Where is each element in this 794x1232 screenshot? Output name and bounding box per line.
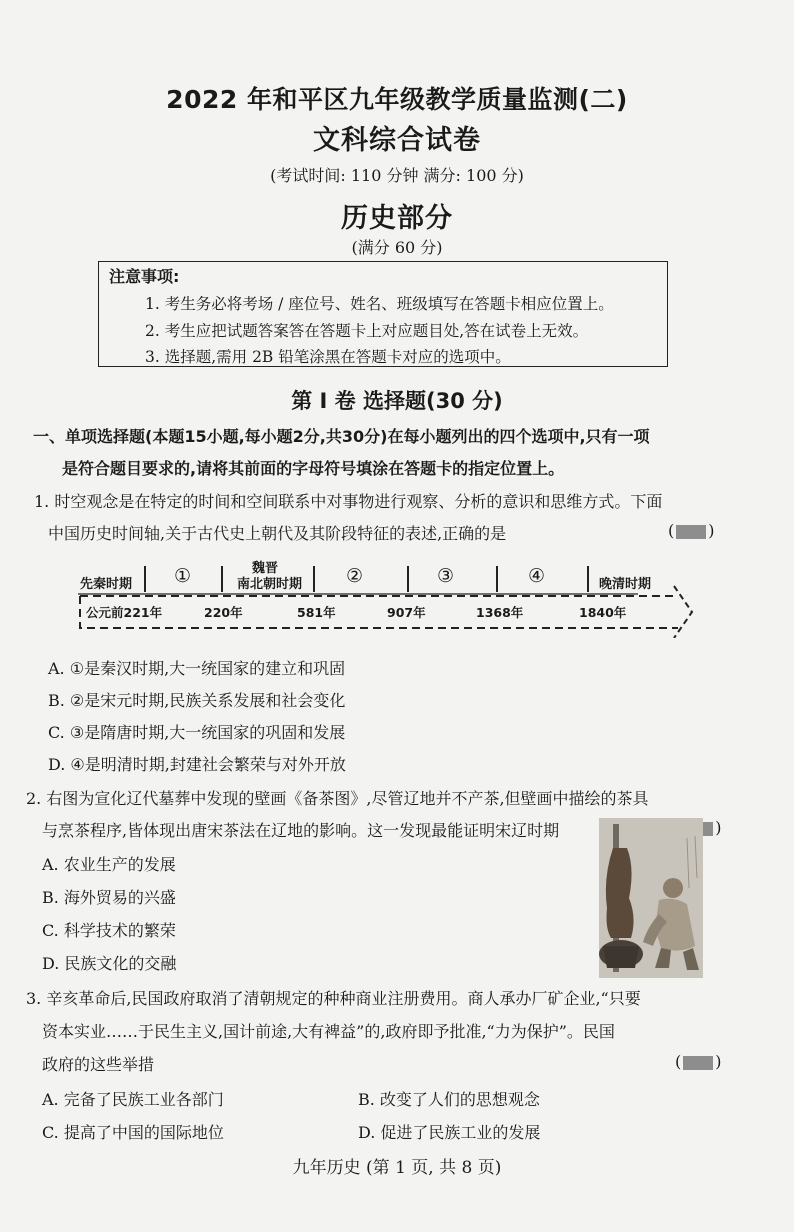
year-label: 220年 xyxy=(204,605,243,620)
year-label: 公元前221年 xyxy=(86,605,163,620)
timeline-graphic xyxy=(78,556,698,638)
q2-stem: 2. 右图为宣化辽代墓葬中发现的壁画《备茶图》,尽管辽地并不产茶,但壁画中描绘的茶具 xyxy=(26,789,649,808)
q1-option: B. ②是宋元时期,民族关系发展和社会变化 xyxy=(48,691,346,710)
q1-option: A. ①是秦汉时期,大一统国家的建立和巩固 xyxy=(48,659,346,678)
q3-stem: 3. 辛亥革命后,民国政府取消了清朝规定的种种商业注册费用。商人承办厂矿企业,“只要 xyxy=(26,989,641,1008)
exam-time-info: (考试时间: 110 分钟 满分: 100 分) xyxy=(270,166,524,185)
period-wei-jin: 魏晋 xyxy=(252,561,279,576)
q3-stem: 政府的这些举措 xyxy=(42,1055,155,1074)
year-label: 1368年 xyxy=(476,605,524,620)
q2-option: A. 农业生产的发展 xyxy=(42,855,176,874)
section-score: (满分 60 分) xyxy=(351,238,443,257)
period-4: ④ xyxy=(528,565,546,587)
year-label: 907年 xyxy=(387,605,426,620)
timeline xyxy=(78,556,698,638)
instruction-line: 一、单项选择题(本题15小题,每小题2分,共30分)在每小题列出的四个选项中,只有一项 xyxy=(33,427,650,446)
tea-mural-image xyxy=(599,818,703,978)
period-late-qing: 晚清时期 xyxy=(599,577,652,592)
year-label: 581年 xyxy=(297,605,336,620)
instruction-line: 是符合题目要求的,请将其前面的字母符号填涂在答题卡的指定位置上。 xyxy=(62,459,565,478)
answer-blank xyxy=(676,525,706,539)
q3-option: A. 完备了民族工业各部门 xyxy=(42,1090,224,1109)
q1-option: D. ④是明清时期,封建社会繁荣与对外开放 xyxy=(48,755,346,774)
page-footer: 九年历史 (第 1 页, 共 8 页) xyxy=(292,1158,502,1178)
section-title: 历史部分 xyxy=(341,203,453,234)
period-2: ② xyxy=(346,565,364,587)
exam-subtitle: 文科综合试卷 xyxy=(313,125,481,156)
period-pre-qin: 先秦时期 xyxy=(80,577,133,592)
notice-box xyxy=(98,261,668,367)
notice-item: 3. 选择题,需用 2B 铅笔涂黑在答题卡对应的选项中。 xyxy=(145,348,511,366)
notice-item: 1. 考生务必将考场 / 座位号、姓名、班级填写在答题卡相应位置上。 xyxy=(145,295,614,313)
exam-title: 2022 年和平区九年级教学质量监测(二) xyxy=(166,85,628,114)
q1-answer-bracket: ( ) xyxy=(668,521,715,540)
notice-item: 2. 考生应把试题答案答在答题卡上对应题目处,答在试卷上无效。 xyxy=(145,322,589,340)
period-1: ① xyxy=(174,565,192,587)
period-nanbei: 南北朝时期 xyxy=(237,577,303,592)
notice-heading: 注意事项: xyxy=(109,267,180,286)
year-label: 1840年 xyxy=(579,605,627,620)
q3-answer-bracket: ( ) xyxy=(675,1052,722,1071)
tea-mural-illustration xyxy=(599,818,703,978)
q2-option: C. 科学技术的繁荣 xyxy=(42,921,176,940)
q3-option: B. 改变了人们的思想观念 xyxy=(358,1090,540,1109)
q3-option: C. 提高了中国的国际地位 xyxy=(42,1123,224,1142)
q2-option: B. 海外贸易的兴盛 xyxy=(42,888,176,907)
q2-stem: 与烹茶程序,皆体现出唐宋茶法在辽地的影响。这一发现最能证明宋辽时期 xyxy=(42,821,560,840)
answer-blank xyxy=(683,1056,713,1070)
period-3: ③ xyxy=(437,565,455,587)
part-title: 第 I 卷 选择题(30 分) xyxy=(291,389,503,413)
q3-option: D. 促进了民族工业的发展 xyxy=(358,1123,541,1142)
q1-option: C. ③是隋唐时期,大一统国家的巩固和发展 xyxy=(48,723,346,742)
q2-answer-bracket: ) xyxy=(675,818,722,837)
q1-stem: 中国历史时间轴,关于古代史上朝代及其阶段特征的表述,正确的是 xyxy=(48,524,507,543)
q2-option: D. 民族文化的交融 xyxy=(42,954,177,973)
q3-stem: 资本实业……于民生主义,国计前途,大有裨益”的,政府即予批准,“力为保护”。民国 xyxy=(42,1022,615,1041)
timeline-arrow-head xyxy=(674,586,692,638)
q1-stem: 1. 时空观念是在特定的时间和空间联系中对事物进行观察、分析的意识和思维方式。下面 xyxy=(34,492,663,511)
